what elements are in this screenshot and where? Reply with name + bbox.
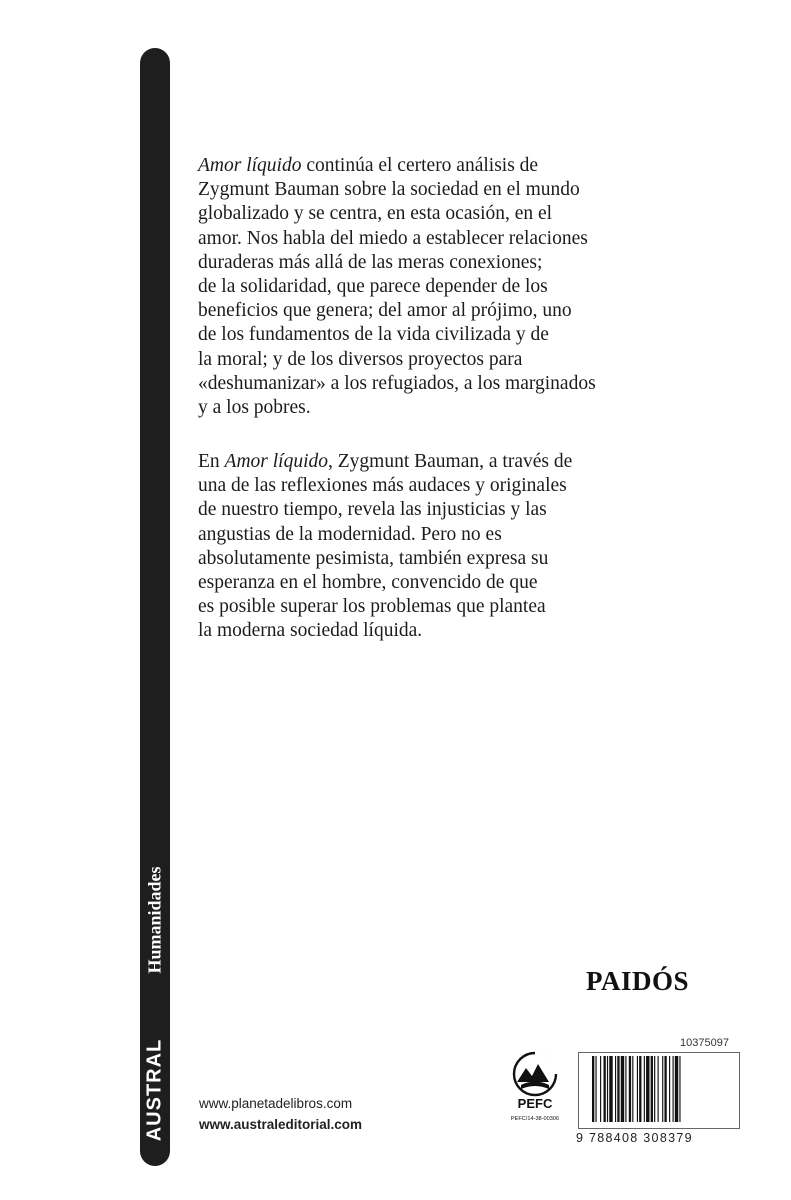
text-line [198,523,718,547]
text-line [198,202,718,226]
text-segment: duraderas más allá de las meras conexiones; [198,251,543,273]
text-line [198,372,718,396]
text-segment: y a los pobres. [198,397,311,419]
text-segment: la moderna sociedad líquida. [198,620,423,642]
text-segment: es posible superar los problemas que plantea [198,596,546,618]
text-segment: la moral; y de los diversos proyectos para [198,348,523,370]
text-segment: absolutamente pesimista, también expresa su [198,547,549,569]
text-segment: esperanza en el hombre, convencido de que [198,572,538,594]
text-segment: de nuestro tiempo, revela las injusticias y las [198,499,547,521]
collection-name: AUSTRAL [143,1038,166,1142]
spine-bar [140,48,170,1166]
text-line [198,251,718,275]
text-segment: En [198,451,225,472]
pefc-code: PEFC/14-38-00306 [510,1116,560,1122]
pefc-name: PEFC [517,1096,553,1111]
text-line [198,396,718,420]
book-title-italic: Amor líquido [198,155,302,176]
text-segment: Zygmunt Bauman sobre la sociedad en el mundo [198,179,580,201]
text-line [198,547,718,571]
text-line [198,227,718,251]
text-line [198,571,718,595]
description-paragraph-2 [198,450,718,644]
text-line [198,498,718,522]
website-link-planeta[interactable]: www.planetadelibros.com [199,1096,353,1111]
text-segment: de la solidaridad, que parece depender de los [198,276,548,298]
text-segment: globalizado y se centra, en esta ocasión, en el [198,203,553,225]
barcode-number: 9 788408 308379 [576,1131,693,1145]
text-segment: de los fundamentos de la vida civilizada y de [198,324,549,346]
website-link-austral[interactable]: www.australeditorial.com [199,1117,363,1132]
barcode-icon [592,1056,728,1122]
text-segment: continúa el certero análisis de [301,155,539,176]
text-line [198,474,718,498]
text-line [198,154,718,178]
text-segment: , Zygmunt Bauman, a través de [328,451,573,472]
book-code: 10375097 [680,1037,729,1049]
text-segment: una de las reflexiones más audaces y originales [198,475,567,497]
publisher-logo: PAIDÓS [586,966,690,996]
text-line [198,619,718,643]
text-line [198,178,718,202]
text-line [198,450,718,474]
text-segment: «deshumanizar» a los refugiados, a los marginados [198,372,596,394]
text-line [198,323,718,347]
text-segment: angustias de la modernidad. Pero no es [198,523,502,545]
pefc-logo-icon [507,1050,563,1128]
text-segment: amor. Nos habla del miedo a establecer relaciones [198,227,588,249]
text-line [198,275,718,299]
text-line [198,595,718,619]
text-segment: beneficios que genera; del amor al prójimo, uno [198,300,572,322]
text-line [198,348,718,372]
text-line [198,299,718,323]
description-paragraph-1 [198,154,718,420]
category-label: Humanidades [144,866,165,974]
book-title-italic: Amor líquido [224,451,329,472]
